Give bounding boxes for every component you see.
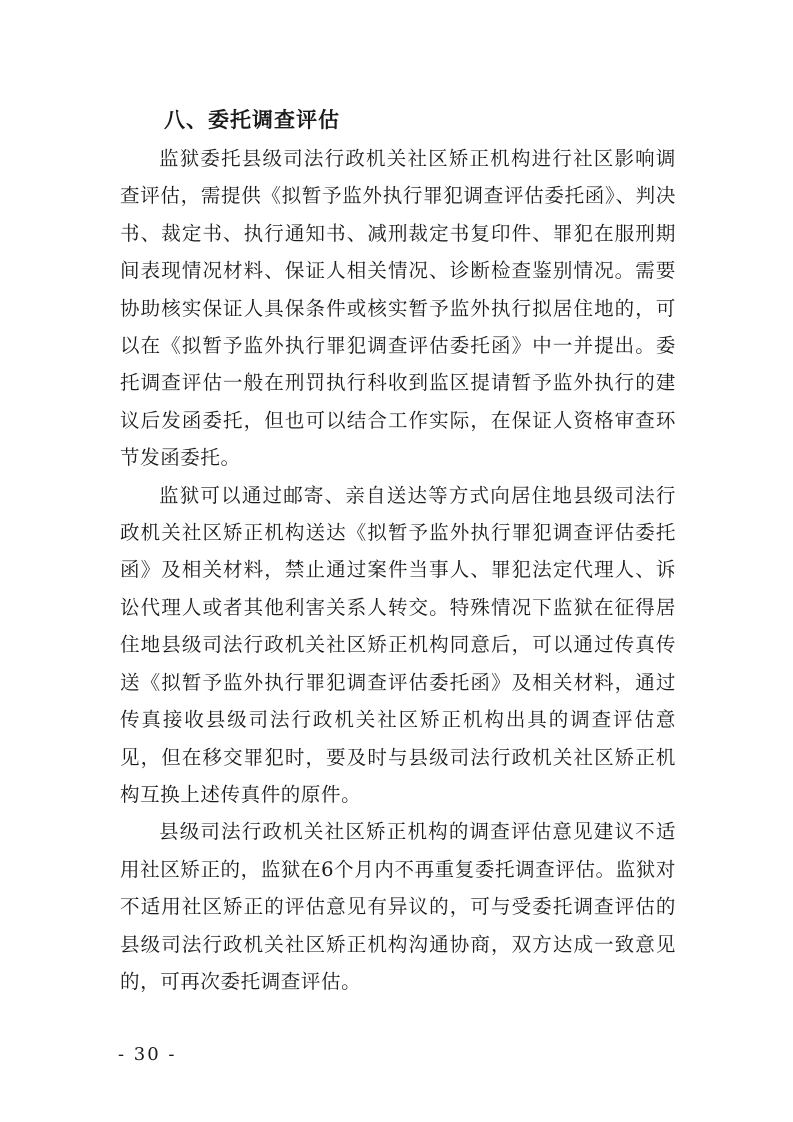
paragraph-evaluation-opinion: 县级司法行政机关社区矫正机构的调查评估意见建议不适用社区矫正的，监狱在6个月内不再重复委托调查评估。监狱对不适用社区矫正的评估意见有异议的，可与受委托调查评估的县级司法行政机关社区矫正机构沟通协商，双方达成一致意见的，可再次委托调查评估。 — [120, 820, 676, 993]
paragraph-commission-requirements: 监狱委托县级司法行政机关社区矫正机构进行社区影响调查评估，需提供《拟暂予监外执行罪犯调查评估委托函》、判决书、裁定书、执行通知书、减刑裁定书复印件、罪犯在服刑期间表现情况材料、保证人相关情况、诊断检查鉴别情况。需要协助核实保证人具保条件或核实暂予监外执行拟居住地的，可以在《拟暂予监外执行罪犯调查评估委托函》中一并提出。委托调查评估一般在刑罚执行科收到监区提请暂予监外执行的建议后发函委托，但也可以结合工作实际，在保证人资格审查环节发函委托。 — [120, 147, 676, 470]
page-number: - 30 - — [118, 1044, 177, 1065]
document-body — [120, 140, 676, 1000]
section-heading: 八、委托调查评估 — [164, 108, 340, 132]
paragraph-delivery-methods: 监狱可以通过邮寄、亲自送达等方式向居住地县级司法行政机关社区矫正机构送达《拟暂予监外执行罪犯调查评估委托函》及相关材料，禁止通过案件当事人、罪犯法定代理人、诉讼代理人或者其他利害关系人转交。特殊情况下监狱在征得居住地县级司法行政机关社区矫正机构同意后，可以通过传真传送《拟暂予监外执行罪犯调查评估委托函》及相关材料，通过传真接收县级司法行政机关社区矫正机构出具的调查评估意见，但在移交罪犯时，要及时与县级司法行政机关社区矫正机构互换上述传真件的原件。 — [120, 483, 676, 806]
